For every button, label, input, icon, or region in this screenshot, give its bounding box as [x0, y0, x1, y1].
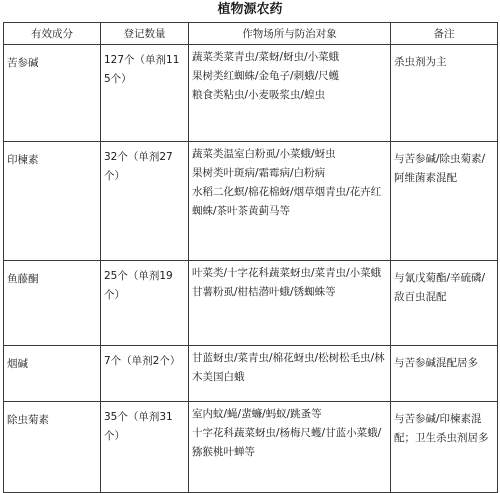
crops-and-targets — [189, 261, 391, 346]
target-line: 蔬菜类温室白粉虱/小菜蛾/蚜虫 — [192, 148, 336, 160]
target-line: 蔬菜类菜青虫/菜蚜/蚜虫/小菜蛾 — [192, 51, 340, 63]
target-line: 十字花科蔬菜蚜虫/杨梅尺蠖/甘蓝小菜蛾/猕猴桃叶蝉等 — [192, 427, 382, 458]
table-row — [4, 45, 498, 142]
ingredient-name: 鱼藤酮 — [4, 261, 101, 346]
crops-and-targets — [189, 346, 391, 402]
target-line: 粮食类粘虫/小麦吸浆虫/蝗虫 — [192, 89, 326, 101]
header-row — [4, 23, 498, 45]
target-line: 甘蓝蚜虫/菜青虫/棉花蚜虫/松树松毛虫/林木美国白蛾 — [192, 352, 385, 383]
registration-count: 32个（单剂27个） — [101, 142, 189, 261]
note: 与苦参碱/印楝素混配；卫生杀虫剂居多 — [391, 402, 498, 493]
table-row — [4, 346, 498, 402]
ingredient-name: 印楝素 — [4, 142, 101, 261]
registration-count: 35个（单剂31个） — [101, 402, 189, 493]
target-line: 甘薯粉虱/柑桔潜叶蛾/锈蜘蛛等 — [192, 286, 336, 298]
pesticide-table — [3, 22, 498, 493]
ingredient-name: 烟碱 — [4, 346, 101, 402]
note: 杀虫剂为主 — [391, 45, 498, 142]
target-line: 水稻二化螟/棉花棉蚜/烟草烟青虫/花卉红蜘蛛/茶叶茶黄蓟马等 — [192, 186, 382, 217]
registration-count: 7个（单剂2个） — [101, 346, 189, 402]
registration-count: 127个（单剂115个） — [101, 45, 189, 142]
table-row — [4, 402, 498, 493]
registration-count: 25个（单剂19个） — [101, 261, 189, 346]
note: 与氰戊菊酯/辛硫磷/敌百虫混配 — [391, 261, 498, 346]
header-crops-and-targets: 作物场所与防治对象 — [189, 23, 391, 45]
target-line: 室内蚊/蝇/蜚蠊/蚂蚁/跳蚤等 — [192, 408, 322, 420]
target-line: 果树类叶斑病/霜霉病/白粉病 — [192, 167, 326, 179]
crops-and-targets — [189, 402, 391, 493]
crops-and-targets — [189, 45, 391, 142]
ingredient-name: 除虫菊素 — [4, 402, 101, 493]
ingredient-name: 苦参碱 — [4, 45, 101, 142]
header-registration-count: 登记数量 — [101, 23, 189, 45]
note: 与苦参碱混配居多 — [391, 346, 498, 402]
target-line: 果树类红蜘蛛/金龟子/刺蛾/尺蠖 — [192, 70, 340, 82]
table-title: 植物源农药 — [217, 2, 283, 17]
target-line: 叶菜类/十字花科蔬菜蚜虫/菜青虫/小菜蛾 — [192, 267, 382, 279]
table-row — [4, 142, 498, 261]
table-row — [4, 261, 498, 346]
header-notes: 备注 — [391, 23, 498, 45]
crops-and-targets — [189, 142, 391, 261]
header-active-ingredient: 有效成分 — [4, 23, 101, 45]
note: 与苦参碱/除虫菊素/阿维菌素混配 — [391, 142, 498, 261]
